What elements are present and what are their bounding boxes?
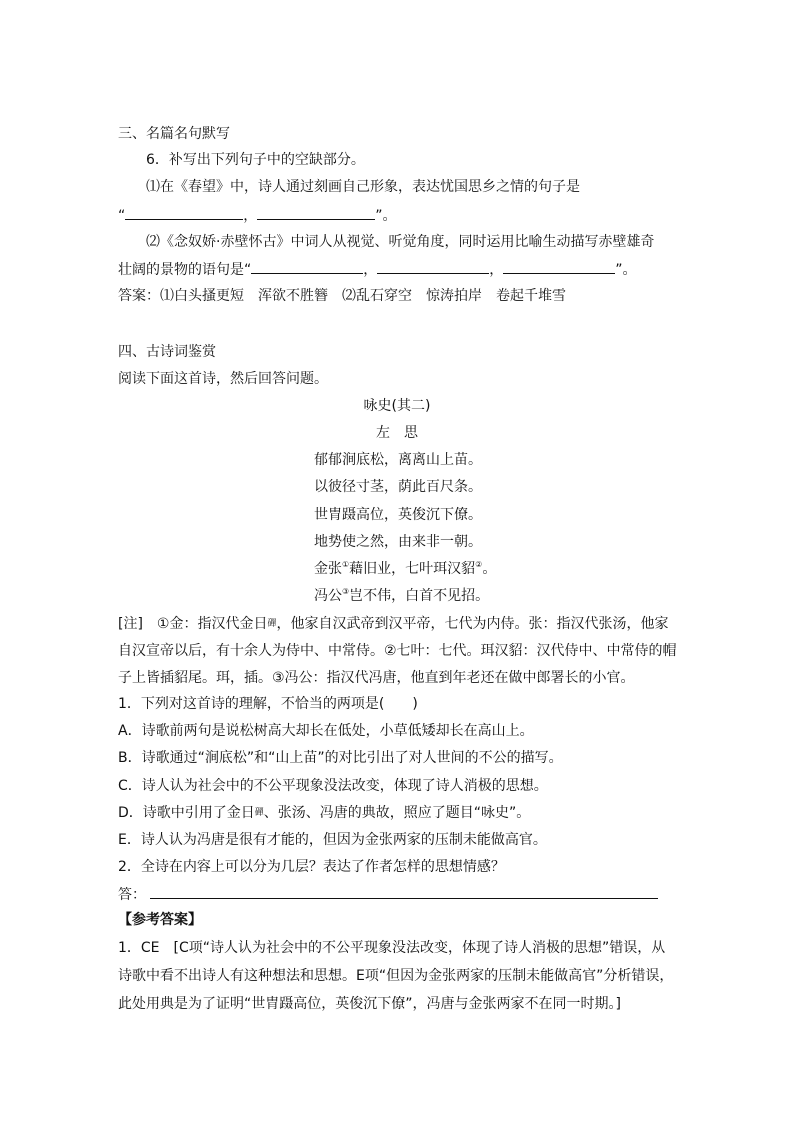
option-text: 、张汤、冯唐的典故，照应了题目“咏史”。 xyxy=(263,805,531,821)
section3-heading: 三、名篇名句默写 xyxy=(118,126,230,142)
answer-row xyxy=(118,884,658,905)
answer-label: 答： xyxy=(118,887,146,903)
blank-line[interactable] xyxy=(125,205,243,220)
q6-2-prefix: 壮阔的景物的语句是“ xyxy=(118,262,252,278)
poem-author: 左 思 xyxy=(376,425,418,441)
section4-instruction: 阅读下面这首诗，然后回答问题。 xyxy=(118,371,328,387)
poem-line-1: 郁郁涧底松，离离山上苗。 xyxy=(314,452,482,468)
blank-line[interactable] xyxy=(251,259,363,274)
poem-text: 冯公 xyxy=(314,588,342,604)
poem-line-2: 以彼径寸茎，荫此百尺条。 xyxy=(314,479,482,495)
note-text: ，他家自汉武帝到汉平帝，七代为内侍。张：指汉代张汤，他家 xyxy=(276,616,669,632)
small-char: 磾 xyxy=(267,619,277,629)
blank-line[interactable] xyxy=(377,259,489,274)
poem-line-6 xyxy=(314,586,489,606)
small-char: 磾 xyxy=(254,808,264,818)
reference-answer-line-3: 此处用典是为了证明“世胄蹑高位，英俊沉下僚”，冯唐与金张两家不在同一时期。] xyxy=(118,996,621,1012)
option-d xyxy=(118,803,530,823)
section4-heading: 四、古诗词鉴赏 xyxy=(118,344,216,360)
note-line-1 xyxy=(118,614,669,634)
poem-text: 。 xyxy=(482,561,497,577)
question-6-1-blanks xyxy=(118,205,397,226)
question-6-1: ⑴在《春望》中，诗人通过刻画自己形象，表达忧国思乡之情的句子是 xyxy=(146,179,580,195)
note-line-3: 子上皆插貂尾。珥，插。③冯公：指汉代冯唐，他直到年老还在做中郎署长的小官。 xyxy=(118,670,635,686)
footnote-marker: ① xyxy=(342,560,350,569)
poem-line-3: 世胄蹑高位，英俊沉下僚。 xyxy=(314,507,482,523)
question-1: 1．下列对这首诗的理解，不恰当的两项是( ) xyxy=(118,696,418,712)
reference-answer-line-1: 1．CE [C项“诗人认为社会中的不公平现象没法改变，体现了诗人消极的思想”错误，从 xyxy=(118,940,666,956)
option-e: E．诗人认为冯唐是很有才能的，但因为金张两家的压制未能做高官。 xyxy=(118,832,547,848)
footnote-marker: ② xyxy=(475,560,483,569)
close-quote: ”。 xyxy=(615,262,637,278)
question-6-2-line2 xyxy=(118,259,637,280)
option-text: D．诗歌中引用了金日 xyxy=(118,805,255,821)
footnote-marker: ③ xyxy=(342,587,350,596)
section3-answer: 答案：⑴白头搔更短 浑欲不胜簪 ⑵乱石穿空 惊涛拍岸 卷起千堆雪 xyxy=(118,288,566,304)
option-c: C．诗人认为社会中的不公平现象没法改变，体现了诗人消极的思想。 xyxy=(118,778,548,794)
note-text: [注] ①金：指汉代金日 xyxy=(118,616,268,632)
poem-text: 藉旧业，七叶珥汉貂 xyxy=(349,561,476,577)
poem-line-4: 地势使之然，由来非一朝。 xyxy=(314,534,482,550)
poem-title: 咏史(其二) xyxy=(363,398,431,414)
option-b: B．诗歌通过“涧底松”和“山上苗”的对比引出了对人世间的不公的描写。 xyxy=(118,750,563,766)
blank-line[interactable] xyxy=(503,259,615,274)
question-6-2-line1: ⑵《念奴娇·赤壁怀古》中词人从视觉、听觉角度，同时运用比喻生动描写赤壁雄奇 xyxy=(146,234,655,250)
question-6: 6．补写出下列句子中的空缺部分。 xyxy=(146,152,365,168)
blank-line[interactable] xyxy=(257,205,375,220)
comma: ， xyxy=(243,208,258,224)
poem-text: 金张 xyxy=(314,561,342,577)
reference-answer-line-2: 诗歌中看不出诗人有这种想法和思想。E项“但因为金张两家的压制未能做高官”分析错误， xyxy=(118,968,674,984)
poem-line-5 xyxy=(314,559,496,579)
answer-line[interactable] xyxy=(150,884,658,899)
note-line-2: 自汉宣帝以后，有十余人为侍中、中常侍。②七叶：七代。珥汉貂：汉代侍中、中常侍的帽 xyxy=(118,643,677,659)
comma: ， xyxy=(489,262,504,278)
close-quote: ”。 xyxy=(375,208,397,224)
comma: ， xyxy=(363,262,378,278)
poem-text: 岂不伟，白首不见招。 xyxy=(349,588,490,604)
question-2: 2．全诗在内容上可以分为几层？表达了作者怎样的思想情感？ xyxy=(118,859,505,875)
option-a: A．诗歌前两句是说松树高大却长在低处，小草低矮却长在高山上。 xyxy=(118,723,534,739)
open-quote: “ xyxy=(118,208,126,224)
reference-answer-heading: 【参考答案】 xyxy=(118,912,202,928)
